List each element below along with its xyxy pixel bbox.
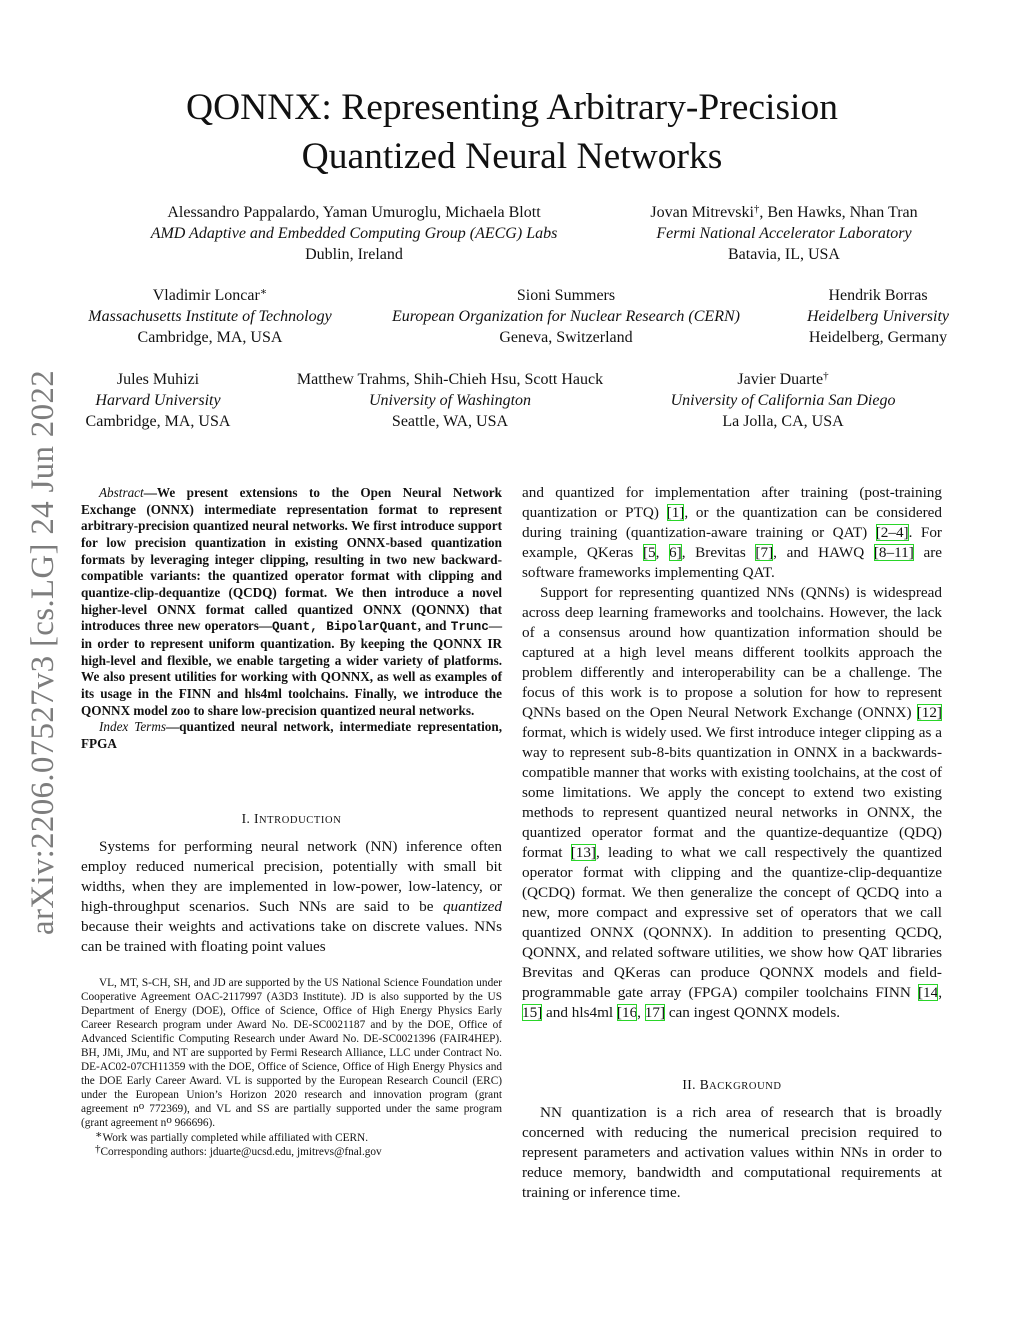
intro-paragraph: Support for representing quantized NNs (QNNs) is widespread across deep learning frameworks and toolchains. However, the lack of a consensus around how quantization information should be captured at a high level means different toolkits approach the problem differently and interoperability can be a challenge. The focus of this work is to propose a solution for how to represent QNNs based on the Open Neural Network Exchange (ONNX) [12] format, which is widely used. We first introduce integer clipping as a way to represent sub-8-bits quantization in ONNX in a backwards-compatible manner that works with existing toolchains, at the cost of some limitations. We apply the concept to extend two existing methods to represent quantized neural networks in ONNX, the quantized operator format and the quantize-dequantize (QDQ) format [13], leading to what we call respectively the quantized operator format with clipping and the quantize-clip-dequantize (QCDQ) format. We then generalize the concept of QCDQ into a new, more compact and expressive set of operators that we call quantized ONNX (QONNX). In addition to presenting QCDQ, QONNX, and related software utilities, we show how QAT libraries Brevitas and QKeras can produce QONNX models and field-programmable gate array (FPGA) compiler toolchains FINN [14, 15] and hls4ml [16, 17] can ingest QONNX models. xyxy=(522,584,942,1021)
operator-trunc: Trunc xyxy=(450,619,489,635)
citation-link[interactable]: [2–4] xyxy=(875,524,909,541)
author-affiliation: Fermi National Accelerator Laboratory xyxy=(656,225,912,242)
section-heading-introduction: I. INTRODUCTION xyxy=(241,811,342,826)
background-paragraph: NN quantization is a rich area of research that is broadly concerned with reducing the numerical precision required to represent parameters and activation values within NNs in order to reduce memory, bandwidth and computational requirements at training or inference time. xyxy=(522,1104,942,1201)
author-affiliation: Heidelberg University xyxy=(806,308,950,325)
citation-link[interactable]: [13] xyxy=(570,844,596,861)
star-footnote: ∗Work was partially completed while affiliated with CERN. xyxy=(95,1128,369,1144)
title-line-1: QONNX: Representing Arbitrary-Precision xyxy=(186,87,838,128)
funding-footnote: VL, MT, S-CH, SH, and JD are supported by the US National Science Foundation under Cooperative Agreement OAC-2117997 (A3D3 Institute). JD is also supported by the US Department of Energy (DOE), Office of Science, Office of High Energy Physics Early Career Research program under Award No. DE-SC0021187 and by the DOE, Office of Advanced Scientific Computing Research under Award No. DE-SC0021396 (FAIR4HEP). BH, JMi, JMu, and NT are supported by Fermi Research Alliance, LLC under Contract No. DE-AC02-07CH11359 with the DOE, Office of Science, Office of High Energy Physics and the DOE Early Career Award. VL is supported by the European Research Council (ERC) under the European Union’s Horizon 2020 research and innovation program (grant agreement $n^o$ 772369), and VL and SS are partially supported under the same program (grant agreement $n^o$ 966696). xyxy=(81,977,502,1130)
author-location: Cambridge, MA, USA xyxy=(85,413,231,430)
operator-quant: Quant xyxy=(272,619,311,635)
author-names: Jules Muhizi xyxy=(116,371,200,388)
author-affiliation: AMD Adaptive and Embedded Computing Group (AECG) Labs xyxy=(150,225,558,242)
author-affiliation: University of California San Diego xyxy=(670,392,896,409)
footnotes xyxy=(81,976,502,1159)
author-block-amd xyxy=(122,202,586,265)
author-block-heidelberg xyxy=(772,285,984,348)
star-mark: ∗ xyxy=(259,286,268,298)
author-location: Geneva, Switzerland xyxy=(499,329,633,346)
author-block-fermilab xyxy=(614,202,954,265)
citation-link[interactable]: 6] xyxy=(669,544,682,561)
citation-link[interactable]: [14 xyxy=(917,984,939,1001)
author-names: Vladimir Loncar∗ xyxy=(152,286,268,304)
citation-link[interactable]: [8–11] xyxy=(873,544,914,561)
paper-title xyxy=(110,83,914,181)
background-section xyxy=(522,1103,942,1203)
index-terms: Index Terms—quantized neural network, intermediate representation, FPGA xyxy=(81,719,502,751)
abstract-label: Abstract xyxy=(99,485,144,500)
citation-link[interactable]: [1] xyxy=(666,504,685,521)
citation-link[interactable]: [16 xyxy=(616,1004,638,1021)
citation-link[interactable]: [12] xyxy=(916,704,942,721)
introduction-left xyxy=(81,837,502,957)
operator-bipolarquant: BipolarQuant xyxy=(326,619,418,635)
author-names: Hendrik Borras xyxy=(828,287,928,304)
introduction-right xyxy=(522,483,942,1023)
author-names: Jovan Mitrevski†, Ben Hawks, Nhan Tran xyxy=(650,203,918,221)
author-block-cern xyxy=(366,285,766,348)
intro-paragraph: and quantized for implementation after training (post-training quantization or PTQ) [1], or the quantization can be considered during training (quantization-aware training or QAT) [2–4]. For example, QKeras [5, 6], Brevitas [7], and HAWQ [8–11] are software frameworks implementing QAT. xyxy=(522,484,942,581)
author-affiliation: Harvard University xyxy=(95,392,221,409)
author-names: Alessandro Pappalardo, Yaman Umuroglu, Michaela Blott xyxy=(167,204,541,221)
arxiv-id: arXiv:2206.07527v3 [cs.LG] 24 Jun 2022 xyxy=(24,369,61,935)
citation-link[interactable]: [7] xyxy=(755,544,774,561)
intro-paragraph: Systems for performing neural network (NN) inference often employ reduced numerical precision, potentially with small bit widths, when they are implemented in low-power, low-latency, or high-throughput scenarios. Such NNs are said to be quantized because their weights and activations take on discrete values. NNs can be trained with floating point values xyxy=(81,838,502,955)
dagger-footnote: †Corresponding authors: jduarte@ucsd.edu, jmitrevs@fnal.gov xyxy=(95,1142,382,1158)
author-location: Seattle, WA, USA xyxy=(391,413,509,430)
author-affiliation: European Organization for Nuclear Research (CERN) xyxy=(392,308,740,325)
author-location: La Jolla, CA, USA xyxy=(722,413,844,430)
citation-link[interactable]: 17] xyxy=(644,1004,666,1021)
author-affiliation: University of Washington xyxy=(368,392,532,409)
citation-link[interactable]: [5 xyxy=(642,544,656,561)
dagger-mark: † xyxy=(753,203,760,215)
author-location: Heidelberg, Germany xyxy=(808,329,948,346)
author-block-uw xyxy=(254,369,646,432)
author-location: Cambridge, MA, USA xyxy=(137,329,283,346)
dagger-mark: † xyxy=(823,370,829,382)
author-location: Dublin, Ireland xyxy=(305,246,403,263)
citation-link[interactable]: 15] xyxy=(522,1004,543,1021)
author-location: Batavia, IL, USA xyxy=(728,246,840,263)
title-line-2: Quantized Neural Networks xyxy=(301,136,723,177)
author-block-mit xyxy=(70,285,350,348)
author-affiliation: Massachusetts Institute of Technology xyxy=(88,308,332,325)
abstract xyxy=(81,485,502,753)
author-names: Sioni Summers xyxy=(516,287,616,304)
author-block-ucsd xyxy=(652,369,914,432)
author-block-harvard xyxy=(68,369,248,432)
author-names: Javier Duarte† xyxy=(737,370,829,388)
section-heading-background: II. BACKGROUND xyxy=(682,1077,782,1092)
author-names: Matthew Trahms, Shih-Chieh Hsu, Scott Hauck xyxy=(296,371,604,388)
index-terms-label: Index Terms xyxy=(99,719,166,735)
abstract-paragraph: Abstract—We present extensions to the Open Neural Network Exchange (ONNX) intermediate representation format to represent arbitrary-precision quantized neural networks. We first introduce support for low precision quantization in existing ONNX-based quantization formats by leveraging integer clipping, resulting in two new backward-compatible variants: the quantized operator format with clipping and quantize-clip-dequantize (QCDQ) format. We then introduce a novel higher-level ONNX format called quantized ONNX (QONNX) that introduces three new operators—Quant, BipolarQuant, and Trunc—in order to represent uniform quantization. By keeping the QONNX IR high-level and flexible, we enable targeting a wider variety of platforms. We also present utilities for working with QONNX, as well as examples of its usage in the FINN and hls4ml toolchains. Finally, we introduce the QONNX model zoo to share low-precision quantized neural networks. xyxy=(81,485,502,718)
arxiv-stamp xyxy=(18,360,68,944)
